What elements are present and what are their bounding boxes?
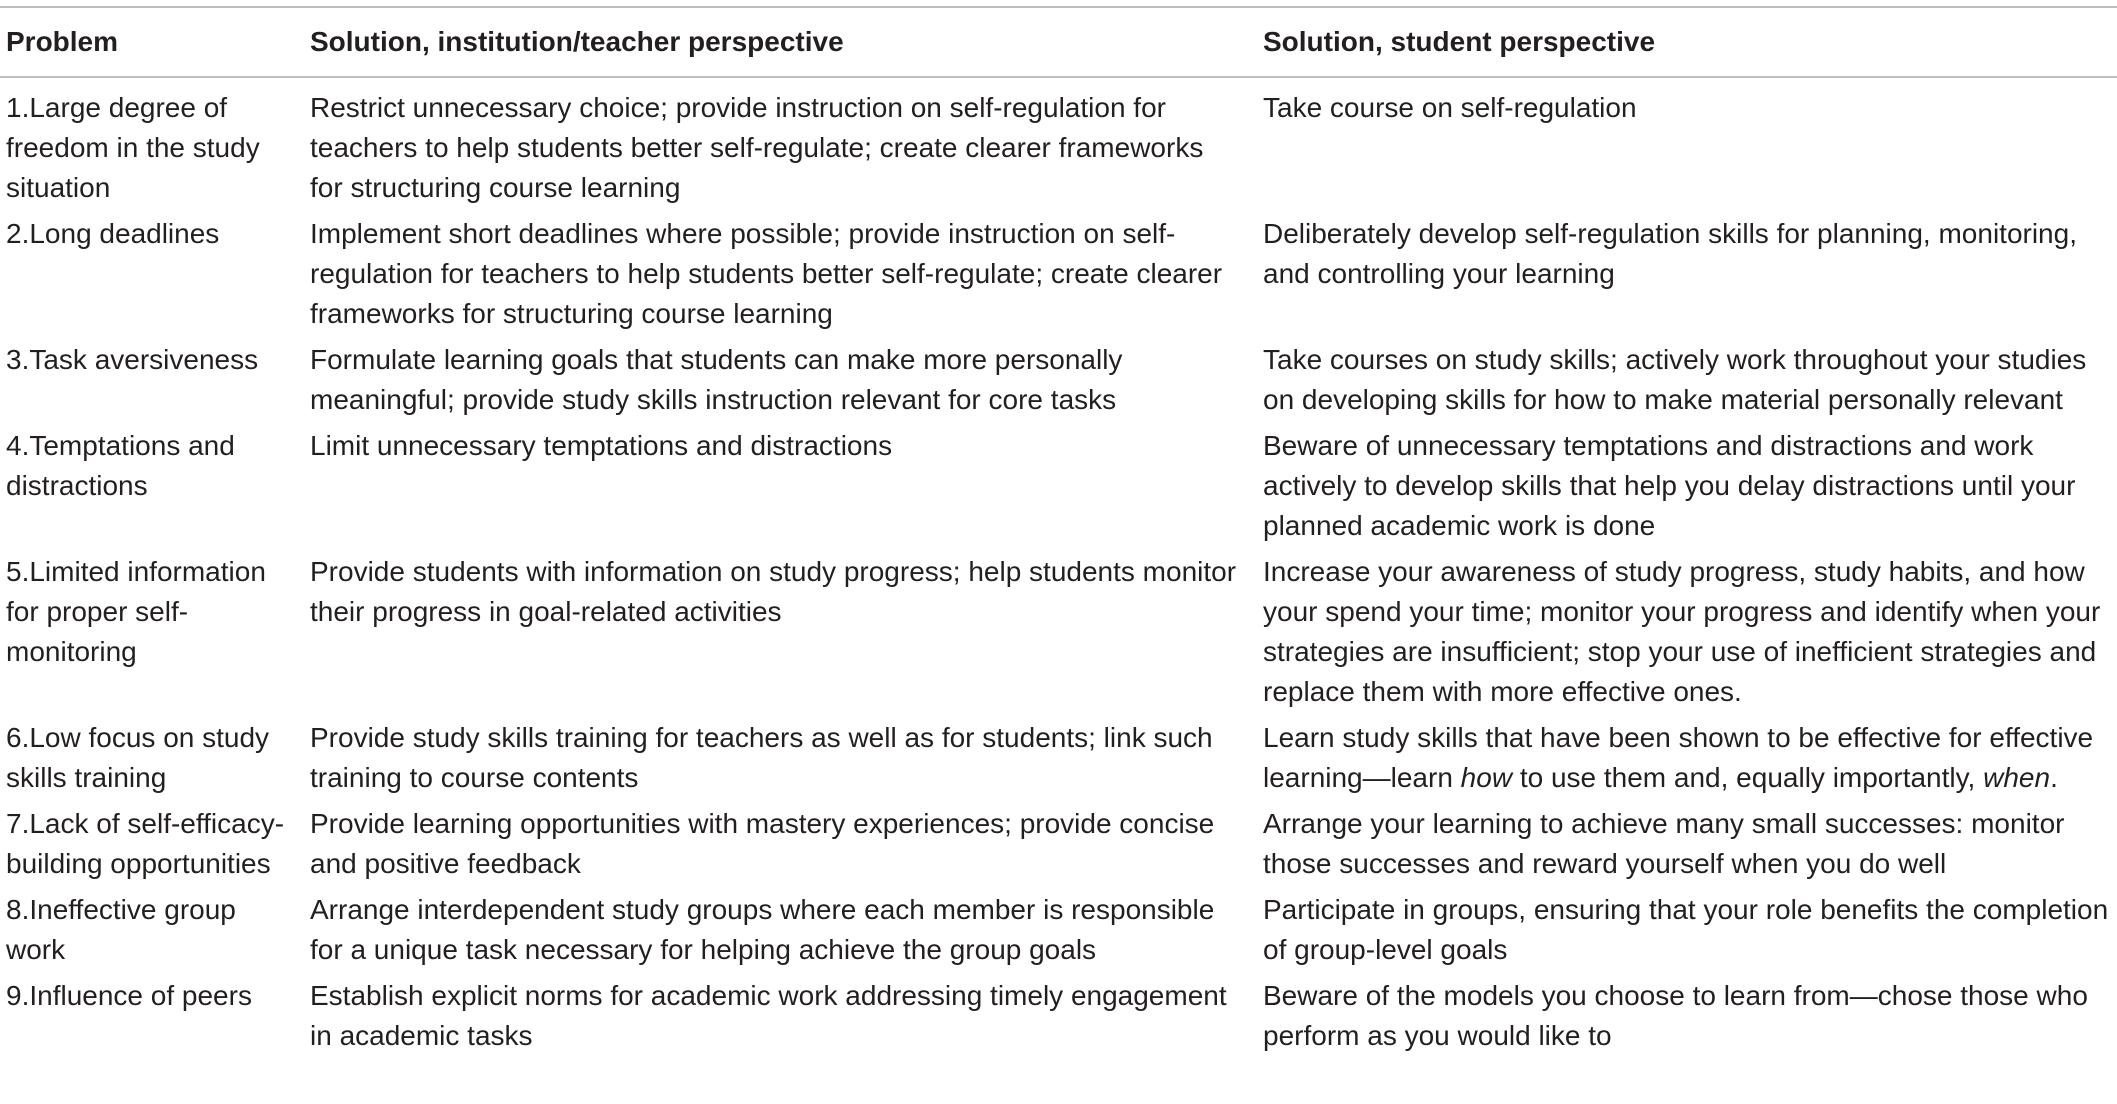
teacher-solution-cell: Provide learning opportunities with mastery experiences; provide concise and positive feedback xyxy=(310,808,1215,879)
table-row xyxy=(0,976,2117,1062)
teacher-solution-cell: Implement short deadlines where possible; provide instruction on self-regulation for teachers to help students better self-regulate; create clearer frameworks for structuring course learning xyxy=(310,218,1223,329)
table-row xyxy=(0,77,2117,214)
student-solution-text-a: Learn study skills that have been shown to be effective for effective learning—learn xyxy=(1263,722,2094,793)
student-solution-cell: Arrange your learning to achieve many small successes: monitor those successes and reward yourself when you do well xyxy=(1263,808,2065,879)
teacher-solution-cell: Arrange interdependent study groups where each member is responsible for a unique task necessary for helping achieve the group goals xyxy=(310,894,1215,965)
teacher-solution-cell: Formulate learning goals that students can make more personally meaningful; provide study skills instruction relevant for core tasks xyxy=(310,344,1123,415)
table-row xyxy=(0,552,2117,718)
student-solution-cell: Deliberately develop self-regulation skills for planning, monitoring, and controlling your learning xyxy=(1263,218,2077,289)
problem-cell: 7.Lack of self-efficacy- building opportunities xyxy=(6,808,285,879)
table-header xyxy=(0,7,2117,77)
student-solution-cell: Participate in groups, ensuring that your role benefits the completion of group-level goals xyxy=(1263,894,2109,965)
teacher-solution-cell: Restrict unnecessary choice; provide instruction on self-regulation for teachers to help students better self-regulate; create clearer frameworks for structuring course learning xyxy=(310,92,1204,203)
student-solution-cell: Beware of the models you choose to learn from—chose those who perform as you would like to xyxy=(1263,980,2088,1051)
teacher-solution-cell: Limit unnecessary temptations and distractions xyxy=(310,430,893,461)
table-row xyxy=(0,804,2117,890)
problem-cell: 9.Influence of peers xyxy=(6,980,252,1011)
table-row xyxy=(0,890,2117,976)
problem-cell: 2.Long deadlines xyxy=(6,218,220,249)
student-solution-emphasis-when: when xyxy=(1983,762,2051,793)
teacher-solution-cell: Establish explicit norms for academic work addressing timely engagement in academic tasks xyxy=(310,980,1227,1051)
problem-cell: 8.Ineffective group work xyxy=(6,894,236,965)
student-solution-text-e: . xyxy=(2050,762,2058,793)
problem-cell: 5.Limited information for proper self-monitoring xyxy=(6,556,266,667)
header-student-perspective: Solution, student perspective xyxy=(1263,26,1656,57)
table-row xyxy=(0,718,2117,804)
solutions-table-container xyxy=(0,6,2117,1062)
student-solution-cell: Take course on self-regulation xyxy=(1263,92,1637,123)
problem-cell: 6.Low focus on study skills training xyxy=(6,722,270,793)
teacher-solution-cell: Provide students with information on study progress; help students monitor their progress in goal-related activities xyxy=(310,556,1237,627)
solutions-table xyxy=(0,6,2117,1062)
header-teacher-perspective: Solution, institution/teacher perspective xyxy=(310,26,844,57)
student-solution-cell xyxy=(1263,718,2117,804)
header-row xyxy=(0,7,2117,77)
table-row xyxy=(0,426,2117,552)
student-solution-cell: Increase your awareness of study progress, study habits, and how your spend your time; monitor your progress and identify when your strategies are insufficient; stop your use of inefficient strategies and replace them with more effective ones. xyxy=(1263,556,2101,707)
table-row xyxy=(0,214,2117,340)
problem-cell: 1.Large degree of freedom in the study situation xyxy=(6,92,260,203)
student-solution-emphasis-how: how xyxy=(1460,762,1513,793)
student-solution-cell: Take courses on study skills; actively work throughout your studies on developing skills for how to make material personally relevant xyxy=(1263,344,2087,415)
header-problem: Problem xyxy=(6,26,119,57)
student-solution-cell: Beware of unnecessary temptations and distractions and work actively to develop skills that help you delay distractions until your planned academic work is done xyxy=(1263,430,2076,541)
problem-cell: 3.Task aversiveness xyxy=(6,344,259,375)
table-row xyxy=(0,340,2117,426)
teacher-solution-cell: Provide study skills training for teachers as well as for students; link such training to course contents xyxy=(310,722,1213,793)
student-solution-text-c: to use them and, equally importantly, xyxy=(1512,762,1984,793)
problem-cell: 4.Temptations and distractions xyxy=(6,430,235,501)
table-body xyxy=(0,77,2117,1062)
